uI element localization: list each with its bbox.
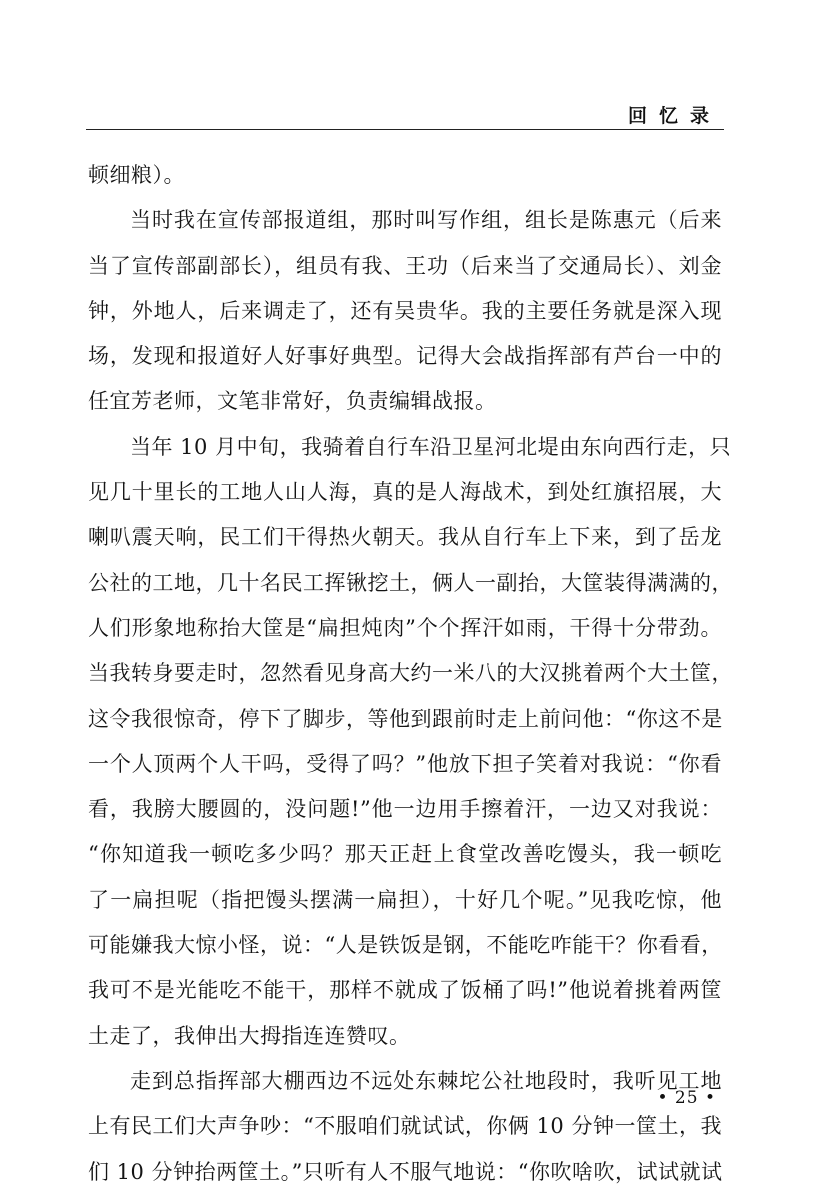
text-line: “你知道我一顿吃多少吗？那天正赶上食堂改善吃馒头，我一顿吃	[88, 842, 722, 867]
text-line: 土走了，我伸出大拇指连连赞叹。	[88, 1023, 411, 1048]
running-head-title: 回忆录	[627, 105, 721, 127]
text-line: 这令我很惊奇，停下了脚步，等他到跟前时走上前问他：“你这不是	[88, 706, 723, 731]
text-line: 顿细粮）。	[88, 163, 185, 187]
text-line: 一个人顶两个人干吗，受得了吗？”他放下担子笑着对我说：“你看	[88, 751, 722, 776]
text-line: 了一扁担呢（指把馒头摆满一扁担），十好几个呢。”见我吃惊，他	[88, 887, 722, 912]
page-number: • 25 •	[657, 1088, 716, 1108]
text-line: 场，发现和报道好人好事好典型。记得大会战指挥部有芦台一中的	[88, 344, 722, 369]
text-line: 们 10 分钟抬两筐土。”只听有人不服气地说：“你吹啥吹，试试就试	[88, 1159, 723, 1184]
text-line: 公社的工地，几十名民工挥锹挖土，俩人一副抬，大筐装得满满的，	[88, 570, 733, 595]
text-line: 当年 10 月中旬，我骑着自行车沿卫星河北堤由东向西行走，只	[130, 434, 732, 459]
text-line: 任宜芳老师，文笔非常好，负责编辑战报。	[88, 389, 497, 414]
text-line: 上有民工们大声争吵：“不服咱们就试试，你俩 10 分钟一筐土，我	[88, 1114, 722, 1139]
text-line: 喇叭震天响，民工们干得热火朝天。我从自行车上下来，到了岳龙	[88, 525, 722, 550]
text-line: 走到总指挥部大棚西边不远处东棘坨公社地段时，我听见工地	[130, 1068, 722, 1093]
text-line: 当了宣传部副部长），组员有我、王功（后来当了交通局长）、刘金	[88, 253, 722, 278]
body-text	[88, 153, 733, 1195]
text-line: 可能嫌我大惊小怪，说：“人是铁饭是钢，不能吃咋能干？你看看，	[88, 933, 723, 958]
text-line: 钟，外地人，后来调走了，还有吴贵华。我的主要任务就是深入现	[88, 298, 722, 323]
text-line: 人们形象地称抬大筐是“扁担炖肉”个个挥汗如雨，干得十分带劲。	[88, 615, 722, 640]
text-line: 我可不是光能吃不能干，那样不就成了饭桶了吗!”他说着挑着两筐	[88, 978, 722, 1003]
header-rule	[86, 129, 724, 130]
text-line: 看，我膀大腰圆的，没问题!”他一边用手擦着汗，一边又对我说：	[88, 797, 722, 822]
text-line: 当我转身要走时，忽然看见身高大约一米八的大汉挑着两个大土筐，	[88, 661, 733, 686]
text-line: 见几十里长的工地人山人海，真的是人海战术，到处红旗招展，大	[88, 480, 722, 505]
text-line: 当时我在宣传部报道组，那时叫写作组，组长是陈惠元（后来	[130, 208, 722, 233]
